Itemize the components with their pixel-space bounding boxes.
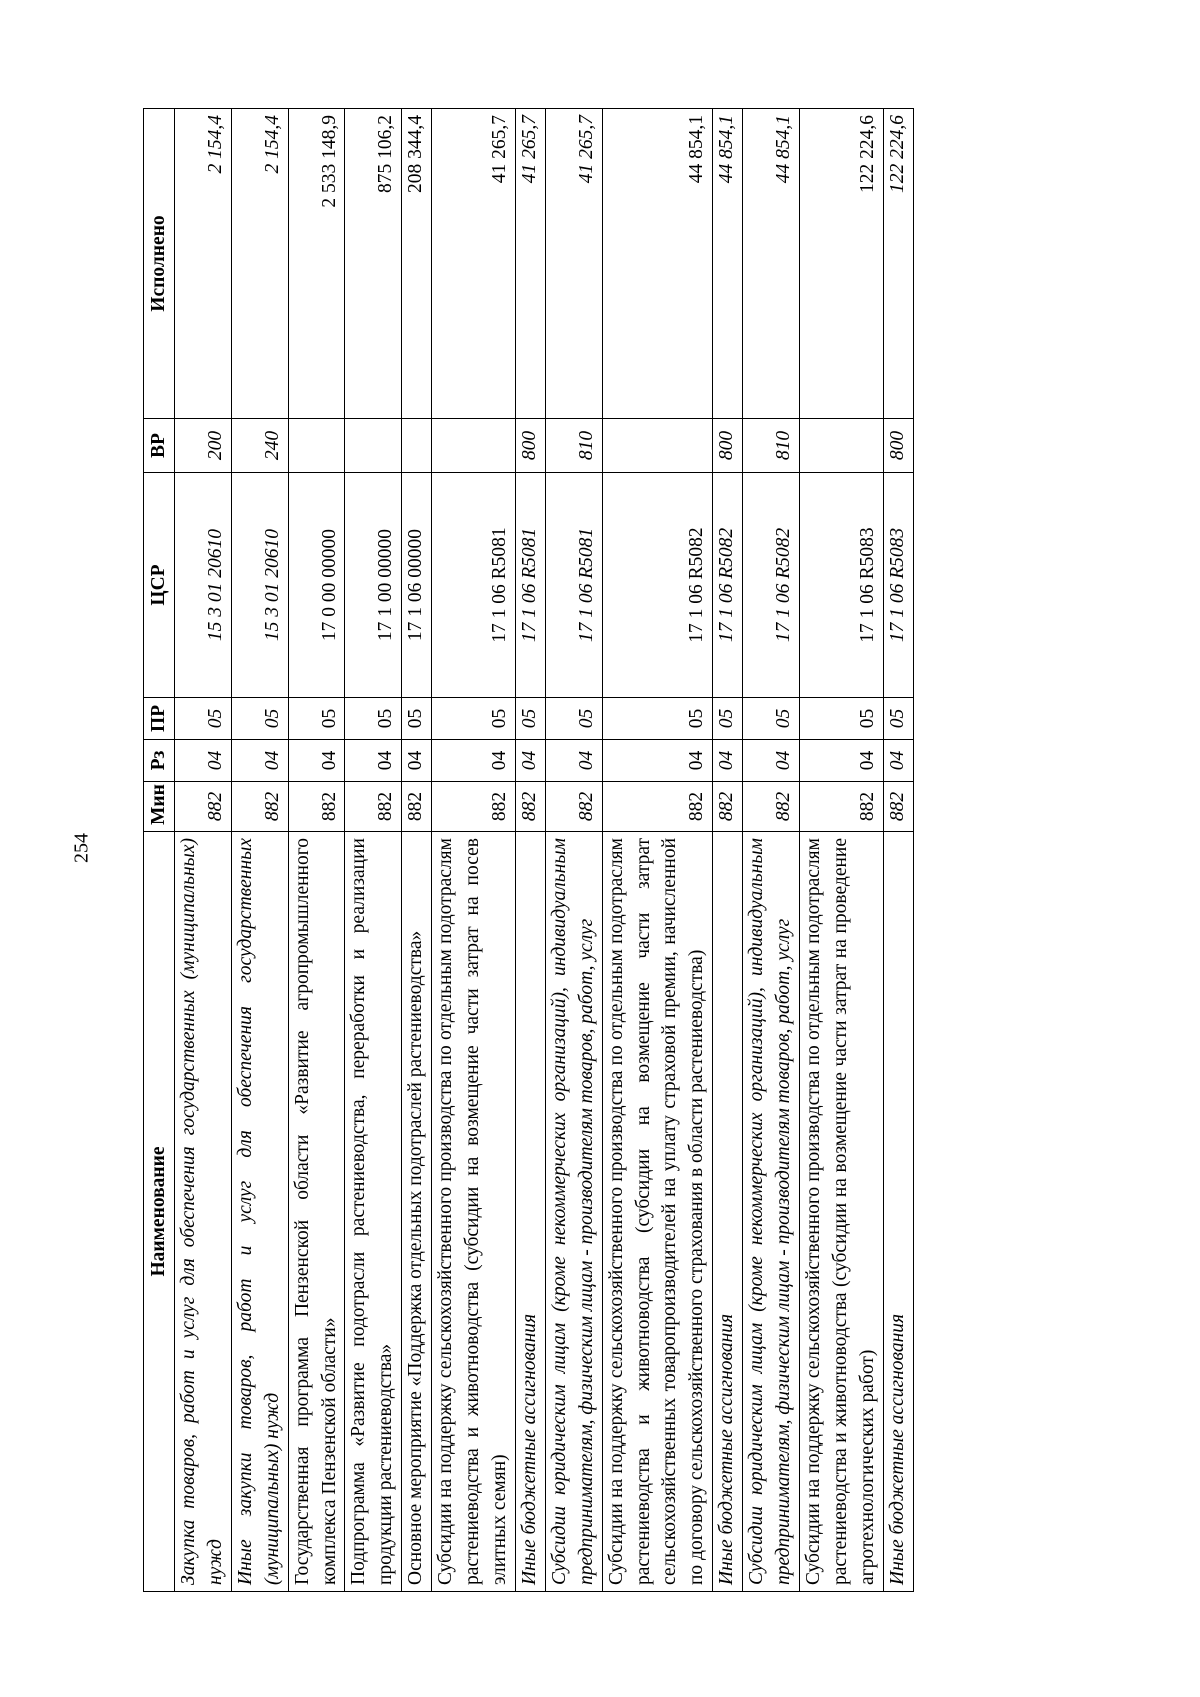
table-row xyxy=(231,109,288,1592)
cell-vr xyxy=(345,419,402,473)
cell-done: 208 344,4 xyxy=(402,109,432,419)
cell-csr: 17 1 06 R5083 xyxy=(883,473,913,698)
cell-vr: 810 xyxy=(743,419,800,473)
cell-vr xyxy=(288,419,345,473)
cell-done: 2 533 148,9 xyxy=(288,109,345,419)
cell-rz: 04 xyxy=(432,740,516,782)
cell-name: Субсидии на поддержку сельскохозяйственного производства по отдельным подотраслям растениеводства и животноводства (субсидии на возмещение части затрат сельскохозяйственных товаропроизводителей на уплату страховой премии, начисленной по договору сельскохозяйственного страхования в области растениеводства) xyxy=(602,832,713,1592)
cell-done: 44 854,1 xyxy=(743,109,800,419)
cell-vr: 240 xyxy=(231,419,288,473)
cell-csr: 17 1 06 R5082 xyxy=(713,473,743,698)
cell-name: Субсидии на поддержку сельскохозяйственного производства по отдельным подотраслям растениеводства и животноводства (субсидии на возмещение части затрат на посев элитных семян) xyxy=(432,832,516,1592)
cell-name: Субсидии на поддержку сельскохозяйственного производства по отдельным подотраслям растениеводства и животноводства (субсидии на возмещение части затрат на проведение агротехнологических работ) xyxy=(799,832,883,1592)
cell-min: 882 xyxy=(883,782,913,832)
header-rz: Рз xyxy=(144,740,175,782)
cell-csr: 15 3 01 20610 xyxy=(231,473,288,698)
cell-vr: 800 xyxy=(713,419,743,473)
cell-name: Иные бюджетные ассигнования xyxy=(713,832,743,1592)
cell-csr: 17 1 06 R5081 xyxy=(515,473,545,698)
cell-csr: 15 3 01 20610 xyxy=(175,473,232,698)
table-row xyxy=(602,109,713,1592)
cell-min: 882 xyxy=(713,782,743,832)
cell-name: Иные бюджетные ассигнования xyxy=(883,832,913,1592)
cell-done: 122 224,6 xyxy=(799,109,883,419)
header-vr: ВР xyxy=(144,419,175,473)
cell-min: 882 xyxy=(799,782,883,832)
table-row xyxy=(175,109,232,1592)
cell-min: 882 xyxy=(602,782,713,832)
cell-pr: 05 xyxy=(602,698,713,740)
cell-done: 41 265,7 xyxy=(515,109,545,419)
table-row xyxy=(713,109,743,1592)
cell-vr xyxy=(402,419,432,473)
cell-vr: 810 xyxy=(545,419,602,473)
cell-pr: 05 xyxy=(432,698,516,740)
cell-done: 41 265,7 xyxy=(545,109,602,419)
cell-done: 44 854,1 xyxy=(602,109,713,419)
rotated-table-container xyxy=(143,109,993,1592)
cell-rz: 04 xyxy=(602,740,713,782)
table-row xyxy=(545,109,602,1592)
cell-csr: 17 1 00 00000 xyxy=(345,473,402,698)
cell-pr: 05 xyxy=(883,698,913,740)
header-csr: ЦСР xyxy=(144,473,175,698)
cell-rz: 04 xyxy=(799,740,883,782)
cell-csr: 17 1 06 R5082 xyxy=(602,473,713,698)
cell-done: 875 106,2 xyxy=(345,109,402,419)
budget-table xyxy=(143,108,914,1592)
cell-rz: 04 xyxy=(175,740,232,782)
cell-pr: 05 xyxy=(175,698,232,740)
table-row xyxy=(345,109,402,1592)
cell-pr: 05 xyxy=(743,698,800,740)
cell-name: Подпрограмма «Развитие подотрасли растениеводства, переработки и реализации продукции растениеводства» xyxy=(345,832,402,1592)
cell-name: Государственная программа Пензенской области «Развитие агропромышленного комплекса Пензенской области» xyxy=(288,832,345,1592)
cell-name: Иные закупки товаров, работ и услуг для обеспечения государственных (муниципальных) нужд xyxy=(231,832,288,1592)
header-done: Исполнено xyxy=(144,109,175,419)
header-pr: ПР xyxy=(144,698,175,740)
cell-min: 882 xyxy=(175,782,232,832)
cell-name: Основное мероприятие «Поддержка отдельных подотраслей растениеводства» xyxy=(402,832,432,1592)
cell-pr: 05 xyxy=(288,698,345,740)
cell-vr: 200 xyxy=(175,419,232,473)
cell-rz: 04 xyxy=(545,740,602,782)
cell-pr: 05 xyxy=(345,698,402,740)
header-min: Мин xyxy=(144,782,175,832)
cell-rz: 04 xyxy=(515,740,545,782)
cell-pr: 05 xyxy=(402,698,432,740)
table-row xyxy=(402,109,432,1592)
table-row xyxy=(743,109,800,1592)
cell-pr: 05 xyxy=(231,698,288,740)
cell-name: Субсидии юридическим лицам (кроме некоммерческих организаций), индивидуальным предпринимателям, физическим лицам - производителям товаров, работ, услуг xyxy=(743,832,800,1592)
cell-vr: 800 xyxy=(515,419,545,473)
cell-done: 122 224,6 xyxy=(883,109,913,419)
cell-name: Субсидии юридическим лицам (кроме некоммерческих организаций), индивидуальным предпринимателям, физическим лицам - производителям товаров, работ, услуг xyxy=(545,832,602,1592)
cell-min: 882 xyxy=(231,782,288,832)
cell-rz: 04 xyxy=(231,740,288,782)
cell-csr: 17 1 06 R5081 xyxy=(545,473,602,698)
cell-min: 882 xyxy=(345,782,402,832)
page-number: 254 xyxy=(70,833,93,863)
table-row xyxy=(799,109,883,1592)
header-name: Наименование xyxy=(144,832,175,1592)
cell-vr xyxy=(602,419,713,473)
table-row xyxy=(432,109,516,1592)
cell-csr: 17 1 06 00000 xyxy=(402,473,432,698)
cell-rz: 04 xyxy=(713,740,743,782)
cell-csr: 17 1 06 R5082 xyxy=(743,473,800,698)
cell-rz: 04 xyxy=(345,740,402,782)
cell-min: 882 xyxy=(432,782,516,832)
cell-name: Закупка товаров, работ и услуг для обеспечения государственных (муниципальных) нужд xyxy=(175,832,232,1592)
cell-pr: 05 xyxy=(515,698,545,740)
cell-min: 882 xyxy=(515,782,545,832)
table-row xyxy=(288,109,345,1592)
cell-pr: 05 xyxy=(799,698,883,740)
cell-vr xyxy=(432,419,516,473)
cell-min: 882 xyxy=(288,782,345,832)
cell-name: Иные бюджетные ассигнования xyxy=(515,832,545,1592)
cell-pr: 05 xyxy=(545,698,602,740)
cell-done: 44 854,1 xyxy=(713,109,743,419)
cell-done: 2 154,4 xyxy=(175,109,232,419)
cell-min: 882 xyxy=(743,782,800,832)
cell-csr: 17 0 00 00000 xyxy=(288,473,345,698)
cell-rz: 04 xyxy=(743,740,800,782)
cell-pr: 05 xyxy=(713,698,743,740)
cell-done: 2 154,4 xyxy=(231,109,288,419)
table-row xyxy=(515,109,545,1592)
cell-csr: 17 1 06 R5081 xyxy=(432,473,516,698)
cell-min: 882 xyxy=(545,782,602,832)
cell-rz: 04 xyxy=(883,740,913,782)
table-header-row xyxy=(144,109,175,1592)
cell-done: 41 265,7 xyxy=(432,109,516,419)
cell-rz: 04 xyxy=(288,740,345,782)
cell-vr: 800 xyxy=(883,419,913,473)
table-row xyxy=(883,109,913,1592)
cell-vr xyxy=(799,419,883,473)
cell-min: 882 xyxy=(402,782,432,832)
cell-rz: 04 xyxy=(402,740,432,782)
cell-csr: 17 1 06 R5083 xyxy=(799,473,883,698)
